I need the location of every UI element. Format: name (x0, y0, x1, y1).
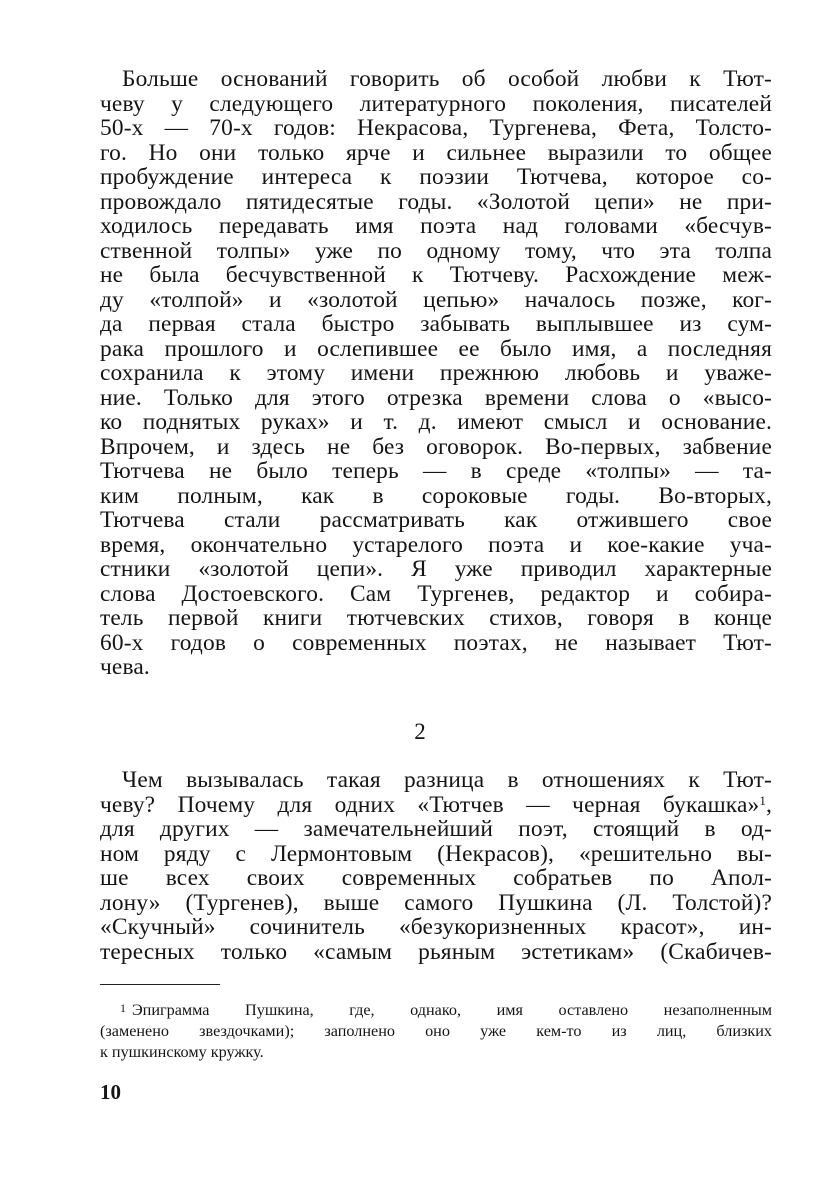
section-number: 2 (414, 719, 426, 744)
text-line: «Скучный» сочинитель «безукоризненных красот», ин- (100, 914, 772, 940)
text-line: тересных только «самым рьяным эстетикам» (Скабичев- (100, 938, 772, 965)
text-line: стники «золотой цепи». Я уже приводил характерные (100, 556, 772, 582)
text-line: да первая стала быстро забывать выплывшее из сум- (100, 311, 772, 337)
text-line: чева. (100, 654, 150, 680)
text-line: ким полным, как в сороковые годы. Во-вторых, (100, 482, 772, 509)
text-line: ходилось передавать имя поэта над головами «бесчув- (100, 213, 772, 239)
text-line: сохранила к этому имени прежнюю любовь и уваже- (100, 360, 772, 386)
text-line: Чем вызывалась такая разница в отношениях к Тют- (122, 767, 772, 793)
text-line: тель первой книги тютчевских стихов, говоря в конце (100, 605, 772, 631)
footnote-reference[interactable]: 1 (759, 792, 766, 808)
text-segment: чеву? Почему для одних «Тютчев — черная букашка» (100, 791, 760, 818)
text-line: ственной толпы» уже по одному тому, что эта толпа (100, 237, 772, 264)
text-line: ду «толпой» и «золотой цепью» началось позже, ког- (100, 286, 772, 313)
text-line: для других — замечательнейший поэт, стоящий в од- (100, 816, 772, 842)
footnote-mark: 1 (120, 1001, 126, 1015)
text-line: время, окончательно устарелого поэта и кое-какие уча- (100, 531, 772, 558)
text-line: ние. Только для этого отрезка времени слова о «высо- (100, 384, 772, 411)
text-line: чеву у следующего литературного поколения, писателей (100, 90, 772, 117)
page-number: 10 (100, 1080, 121, 1104)
text-line: провождало пятидесятые годы. «Золотой цепи» не при- (100, 188, 772, 215)
footnote-text: Эпиграмма Пушкина, где, однако, имя оставлено незаполненным (132, 1001, 772, 1019)
text-line: ко поднятых руках» и т. д. имеют смысл и основание. (100, 409, 772, 435)
text-line: Больше оснований говорить об особой любви к Тют- (122, 66, 772, 92)
text-line: Тютчева не было теперь — в среде «толпы» — та- (100, 458, 772, 484)
text-line: ном ряду с Лермонтовым (Некрасов), «решительно вы- (100, 840, 772, 867)
footnote-divider (100, 984, 220, 985)
text-line: Тютчева стали рассматривать как отжившего свое (100, 507, 772, 533)
text-line: го. Но они только ярче и сильнее выразили то общее (100, 139, 772, 166)
text-line: 60-х годов о современных поэтах, не называет Тют- (100, 629, 772, 656)
text-line: лону» (Тургенев), выше самого Пушкина (Л. Толстой)? (100, 889, 772, 916)
text-line: ше всех своих современных собратьев по Апол- (100, 865, 772, 891)
footnote (100, 1000, 772, 1063)
text-line: 50-х — 70-х годов: Некрасова, Тургенева, Фета, Толсто- (100, 115, 772, 141)
footnote-line: к пушкинскому кружку. (100, 1043, 264, 1061)
text-line: рака прошлого и ослепившее ее было имя, а последняя (100, 335, 772, 362)
footnote-line (100, 1000, 772, 1021)
footnote-line: (заменено звездочками); заполнено оно уже кем-то из лиц, близких (100, 1022, 772, 1040)
text-line: Впрочем, и здесь не без оговорок. Во-первых, забвение (100, 433, 772, 460)
text-line: не была бесчувственной к Тютчеву. Расхождение меж- (100, 262, 772, 288)
text-line-with-footnote-ref (100, 793, 772, 818)
text-line: пробуждение интереса к поэзии Тютчева, которое со- (100, 164, 772, 190)
paragraph-2 (100, 768, 772, 964)
text-line: слова Достоевского. Сам Тургенев, редактор и собира- (100, 580, 772, 607)
text-segment: , (766, 791, 772, 818)
paragraph-1 (100, 67, 772, 680)
